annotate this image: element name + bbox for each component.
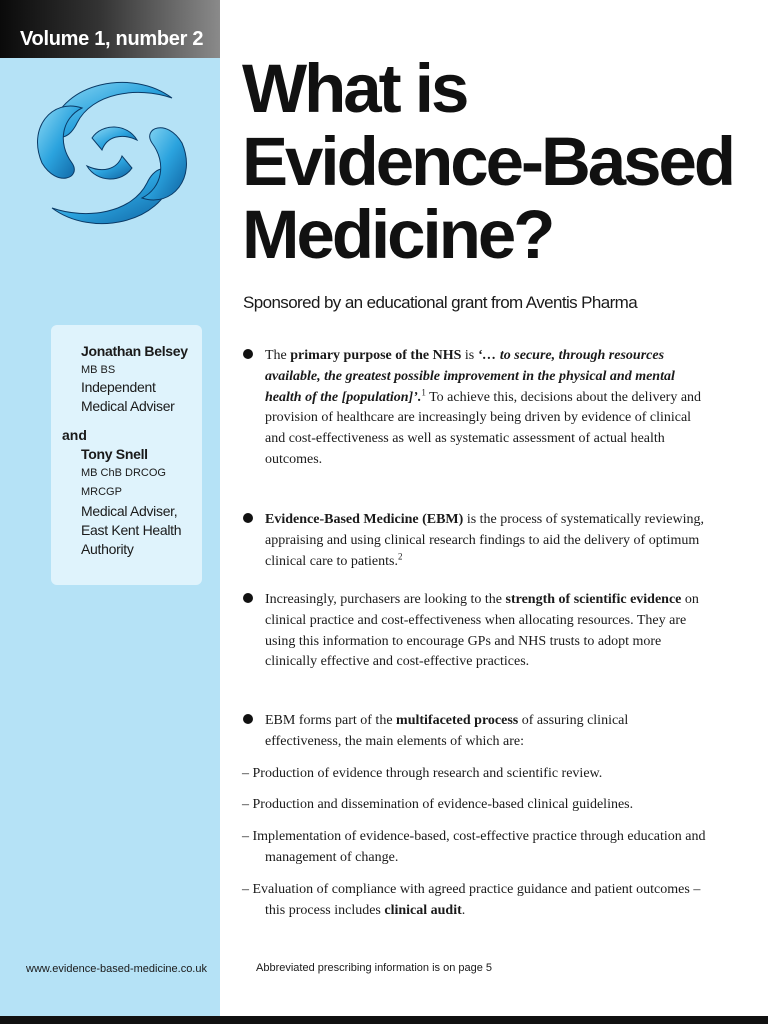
author2-role-line1: Medical Adviser, xyxy=(81,503,178,519)
author2-role-line3: Authority xyxy=(81,541,134,557)
bullet-ebm-definition xyxy=(265,510,705,572)
sidebar xyxy=(0,0,220,1016)
dash4-post: . xyxy=(461,902,466,918)
bullet3-pre: Increasingly, purchasers are looking to the xyxy=(265,592,506,607)
bullet1-quote: ‘… to secure, through resources available, the greatest possible improvement in the physical and mental health of the [population]’. xyxy=(265,348,675,405)
author1-degrees: MB BS xyxy=(81,364,116,376)
bullet2-ref: 2 xyxy=(397,550,403,561)
bullet4-post: of assuring clinical effectiveness, the main elements of which are: xyxy=(265,713,629,749)
author2-degrees-line2: MRCGP xyxy=(81,486,122,498)
bullet-multifaceted xyxy=(265,711,705,753)
list-item xyxy=(242,880,707,922)
author1-role-line2: Medical Adviser xyxy=(81,398,175,414)
bullet4-pre: EBM forms part of the xyxy=(265,713,397,728)
bullet1-post: To achieve this, decisions about the delivery and provision of healthcare are increasingly being driven by evidence of clinical and cost-effectiveness as well as systematic assessment of actual health outcomes. xyxy=(265,389,702,467)
bullet1-mid: is xyxy=(461,348,478,363)
bullet-dot-icon xyxy=(243,349,253,359)
volume-label: Volume 1, number 2 xyxy=(20,28,204,50)
author2-role-line2: East Kent Health xyxy=(81,522,182,538)
dash4-pre: – Evaluation of compliance with agreed practice guidance and patient outcomes – this process includes xyxy=(242,882,701,918)
bullet4-bold: multifaceted process xyxy=(396,713,519,728)
bullet-primary-purpose xyxy=(265,346,705,471)
author1-name: Jonathan Belsey xyxy=(81,343,188,359)
title-line1: What is xyxy=(242,50,467,127)
title-line3: Medicine? xyxy=(242,196,553,273)
bullet1-bold: primary purpose of the NHS xyxy=(290,348,462,363)
bullet-purchasers xyxy=(265,590,705,673)
bullet1-pre: The xyxy=(265,348,291,363)
title-line2: Evidence-Based xyxy=(242,123,734,200)
sponsor-line: Sponsored by an educational grant from Aventis Pharma xyxy=(243,293,638,312)
bullet3-bold: strength of scientific evidence xyxy=(505,592,682,607)
author2-degrees-line1: MB ChB DRCOG xyxy=(81,467,166,479)
bullet-dot-icon xyxy=(243,593,253,603)
list-item: – Production of evidence through research and scientific review. xyxy=(242,766,603,781)
volume-banner xyxy=(0,0,220,58)
swirl-logo-icon xyxy=(22,68,202,238)
bullet2-post: is the process of systematically reviewing, appraising and using clinical research findings to aid the delivery of optimum clinical care to patients. xyxy=(265,512,704,569)
bullet-dot-icon xyxy=(243,714,253,724)
list-item: – Implementation of evidence-based, cost-effective practice through education and management of change. xyxy=(242,829,706,865)
bullet-dot-icon xyxy=(243,513,253,523)
author-conjunction: and xyxy=(62,427,87,443)
prescribing-info-note: Abbreviated prescribing information is on page 5 xyxy=(256,962,493,974)
bullet3-post: on clinical practice and cost-effectiveness when allocating resources. They are using this information to encourage GPs and NHS trusts to adopt more clinically effective and cost-effective practices. xyxy=(265,592,699,670)
author1-role-line1: Independent xyxy=(81,379,156,395)
bullet1-ref: 1 xyxy=(421,386,426,397)
author-box xyxy=(51,325,202,585)
bullet2-bold: Evidence-Based Medicine (EBM) xyxy=(265,512,464,527)
bottom-divider xyxy=(0,1016,768,1024)
dash4-bold: clinical audit xyxy=(384,902,462,918)
website-link[interactable]: www.evidence-based-medicine.co.uk xyxy=(26,963,207,975)
author2-name: Tony Snell xyxy=(81,446,148,462)
list-item: – Production and dissemination of evidence-based clinical guidelines. xyxy=(242,797,634,812)
page-title xyxy=(242,52,733,271)
